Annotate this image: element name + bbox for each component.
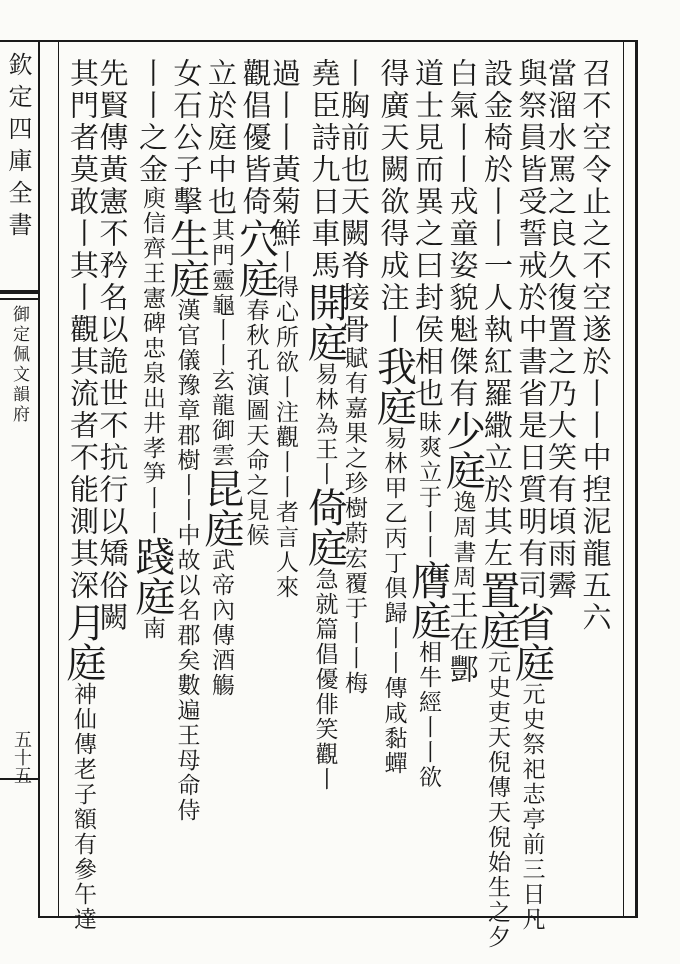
annotation-text: 逸周書周 xyxy=(449,490,476,590)
main-text: 其門者莫敢丨其丨觀其流者不能測其深 xyxy=(66,58,100,602)
entry-headword: 踐 xyxy=(129,536,175,576)
annotation-text: 易林為王丨 xyxy=(311,362,338,487)
text-column-7 xyxy=(370,58,417,776)
main-text: 堯臣詩九日車馬 xyxy=(307,58,342,282)
entry-headword: 庭 xyxy=(198,508,244,548)
annotation-text: 丨得心所欲 xyxy=(272,250,298,375)
entry-headword: 庭 xyxy=(405,600,451,640)
entry-headword: 生 xyxy=(163,218,210,258)
annotation-text: 春秋孔演圖天命之見候 xyxy=(242,298,269,548)
annotation-text: 其門靈龜丨丨玄龍御雲 xyxy=(208,218,234,468)
main-text: 觀倡優皆倚 xyxy=(238,58,273,218)
main-text: 女石公子擊 xyxy=(169,58,204,218)
page-number: 五十五 xyxy=(11,730,32,784)
annotation-text: 神仙傳老子額有參午達 xyxy=(70,682,96,932)
annotation-text: 相牛經丨丨欲 xyxy=(415,640,441,790)
main-text: 白氣丨丨戎童姿貌魁傑有 xyxy=(445,58,480,410)
entry-headword: 開 xyxy=(301,282,348,322)
entry-headword: 倚 xyxy=(301,487,348,527)
entry-headword: 庭 xyxy=(508,642,555,682)
annotation-text: 元史吏天倪傳天倪始生之夕 xyxy=(484,650,510,950)
entry-headword: 省 xyxy=(508,602,555,642)
annotation-text: 庾信齊王憲碑忠泉出井孝笋丨丨 xyxy=(139,186,165,536)
annotation-text: 數遍王母命侍 xyxy=(173,673,200,823)
annotation-text: 丨注觀丨丨者言人來 xyxy=(272,375,298,600)
main-text: 過丨丨黃菊鮮 xyxy=(268,58,302,250)
entry-headword: 月 xyxy=(60,602,106,642)
main-text: 先賢傳黃憲不矜名以詭世不抗行以矯俗闕 xyxy=(95,58,130,634)
entry-headword: 穴 xyxy=(232,218,279,258)
annotation-text: 武帝內傳酒觴 xyxy=(208,548,234,698)
main-text: 王在酆 xyxy=(445,590,480,686)
entry-headword: 我 xyxy=(370,346,417,386)
text-column-14 xyxy=(129,58,175,641)
collection-title: 欽定四庫全書 xyxy=(4,52,32,244)
gutter-fish-tail-top xyxy=(0,290,40,294)
entry-headword: 置 xyxy=(474,570,520,610)
entry-headword: 庭 xyxy=(232,258,279,298)
text-column-12 xyxy=(198,58,244,698)
main-text: 道士見而異之曰封侯相也 xyxy=(411,58,445,410)
entry-headword: 庭 xyxy=(301,527,348,567)
entry-headword: 昆 xyxy=(198,468,244,508)
main-text: 丨胸前也天闕脊接骨 xyxy=(337,58,371,346)
entry-headword: 庭 xyxy=(129,576,175,616)
entry-headword: 庭 xyxy=(370,386,417,426)
text-column-16 xyxy=(60,58,106,932)
main-text: 設金椅於丨丨一人執紅羅繖立於其左 xyxy=(480,58,514,570)
main-text: 當溜水罵之良久復置之乃大笑有頃雨霽 xyxy=(544,58,578,602)
entry-headword: 庭 xyxy=(474,610,520,650)
main-text: 與祭員皆受誓戒於中書省是日質明有司 xyxy=(514,58,549,602)
entry-headword: 庭 xyxy=(60,642,106,682)
text-column-1 xyxy=(578,58,613,634)
main-text: 丨丨之金 xyxy=(135,58,169,186)
annotation-text: 元史祭祀志亭前三日凡 xyxy=(518,682,545,932)
annotation-text: 昧爽立于丨丨 xyxy=(415,410,441,560)
text-column-3 xyxy=(508,58,555,932)
entry-headword: 少 xyxy=(439,410,486,450)
book-title: 御定佩文韻府 xyxy=(9,305,29,425)
annotation-text: 漢官儀豫章郡樹丨丨中故以名郡矣 xyxy=(173,298,200,673)
main-text: 得廣天闕欲得成注丨 xyxy=(376,58,411,346)
text-column-9 xyxy=(301,58,348,792)
annotation-text: 賦有嘉果之珍樹蔚宏覆于丨丨梅 xyxy=(341,346,367,696)
annotation-text: 易林甲乙丙丁俱歸丨丨傳咸黏蟬 xyxy=(380,426,407,776)
main-text: 立於庭中也 xyxy=(204,58,238,218)
gutter-fish-tail-bottom xyxy=(0,298,40,300)
entry-headword: 膺 xyxy=(405,560,451,600)
text-column-13 xyxy=(163,58,210,823)
entry-headword: 庭 xyxy=(301,322,348,362)
annotation-text: 南 xyxy=(139,616,165,641)
gutter-top-line xyxy=(0,40,38,42)
entry-headword: 庭 xyxy=(439,450,486,490)
annotation-text: 急就篇倡優俳笑觀丨 xyxy=(311,567,338,792)
main-text: 召不空令止之不空遂於丨丨中揑泥龍五六 xyxy=(578,58,613,634)
entry-headword: 庭 xyxy=(163,258,210,298)
